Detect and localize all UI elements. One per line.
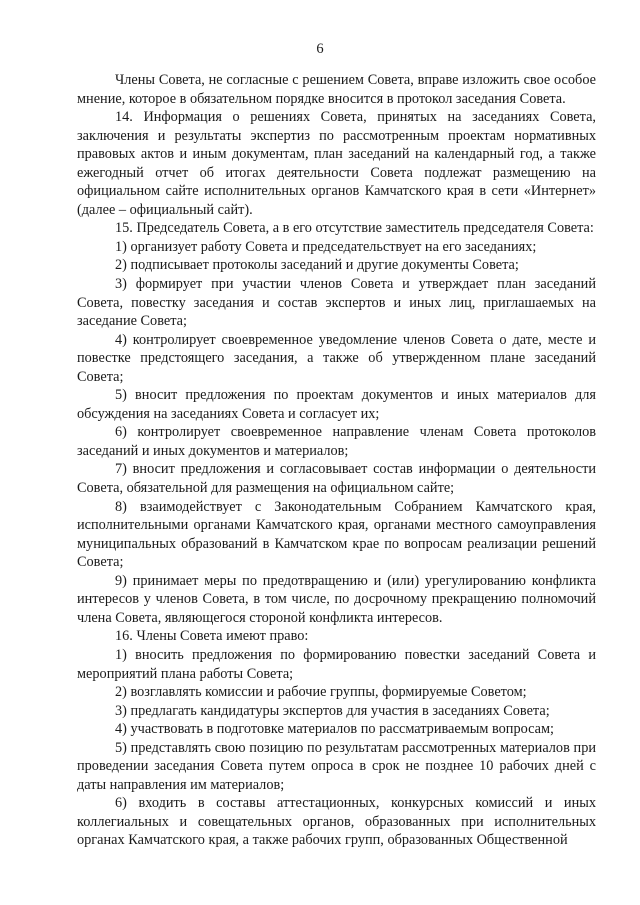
document-body (77, 71, 596, 850)
paragraph-16-item-5: 5) представлять свою позицию по результатам рассмотренных материалов при проведении заседания Совета путем опроса в срок не позднее 10 рабочих дней с даты направления им материалов; (77, 739, 596, 793)
paragraph-15-item-1: 1) организует работу Совета и председательствует на его заседаниях; (115, 238, 537, 255)
paragraph-16-item-2: 2) возглавлять комиссии и рабочие группы, формируемые Советом; (115, 684, 527, 701)
paragraph-dissent: Члены Совета, не согласные с решением Совета, вправе изложить свое особое мнение, которое в обязательном порядке вносится в протокол заседания Совета. (77, 72, 596, 107)
paragraph-15-item-9: 9) принимает меры по предотвращению и (или) урегулированию конфликта интересов у членов Совета, в том числе, по досрочному прекращению полномочий члена Совета, являющегося стороной конфликта интересов. (77, 572, 596, 626)
paragraph-15-item-6: 6) контролирует своевременное направление членам Совета протоколов заседаний и иных документов и материалов; (77, 424, 596, 459)
paragraph-16-item-4: 4) участвовать в подготовке материалов по рассматриваемым вопросам; (115, 721, 554, 738)
paragraph-16-item-6: 6) входить в составы аттестационных, конкурсных комиссий и иных коллегиальных и совещательных органов, образованных при исполнительных органах Камчатского края, а также рабочих групп, образованных Общественной (77, 795, 596, 849)
paragraph-15-item-8: 8) взаимодействует с Законодательным Собранием Камчатского края, исполнительными органами Камчатского края, органами местного самоуправления муниципальных образований в Камчатском крае по вопросам реализации решений Совета; (77, 498, 596, 571)
paragraph-15-item-2: 2) подписывает протоколы заседаний и другие документы Совета; (115, 257, 519, 274)
paragraph-15-item-4: 4) контролирует своевременное уведомление членов Совета о дате, месте и повестке предстоящего заседания, а также об утвержденном плане заседаний Совета; (77, 331, 596, 385)
paragraph-16-item-3: 3) предлагать кандидатуры экспертов для участия в заседаниях Совета; (115, 702, 550, 719)
paragraph-16: 16. Члены Совета имеют право: (115, 628, 309, 645)
paragraph-15-item-7: 7) вносит предложения и согласовывает состав информации о деятельности Совета, обязательной для размещения на официальном сайте; (77, 461, 596, 497)
paragraph-15: 15. Председатель Совета, а в его отсутствие заместитель председателя Совета: (115, 220, 594, 237)
paragraph-15-item-3: 3) формирует при участии членов Совета и утверждает план заседаний Совета, повестку заседания и состав экспертов и иных лиц, приглашаемых на заседание Совета; (77, 276, 596, 330)
page-number: 6 (316, 41, 324, 57)
paragraph-14: 14. Информация о решениях Совета, принятых на заседаниях Совета, заключения и результаты экспертиз по рассмотренным проектам нормативных правовых актов и иным документам, план заседаний на календарный год, а также ежегодный отчет об итогах деятельности Совета подлежат размещению на официальном сайте исполнительных органов Камчатского края в сети «Интернет» (далее – официальный сайт). (77, 109, 596, 218)
paragraph-16-item-1: 1) вносить предложения по формированию повестки заседаний Совета и мероприятий плана работы Совета; (77, 646, 596, 682)
paragraph-15-item-5: 5) вносит предложения по проектам документов и иных материалов для обсуждения на заседаниях Совета и согласует их; (77, 387, 596, 422)
